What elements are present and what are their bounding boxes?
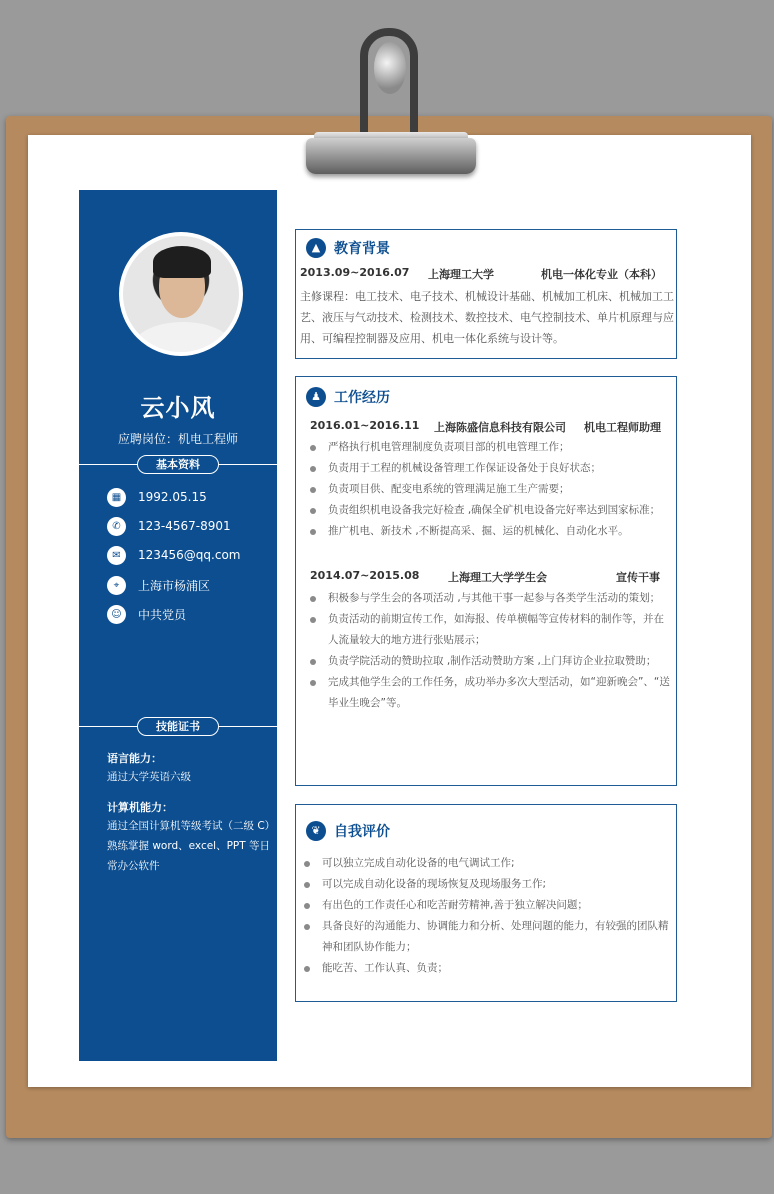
avatar-shirt xyxy=(133,322,233,356)
email-text: 123456@qq.com xyxy=(138,548,241,562)
self-evaluation-list xyxy=(300,853,674,979)
profile-sidebar xyxy=(79,190,277,1061)
list-item: 负责活动的前期宣传工作，如海报、传单横幅等宣传材料的制作等，并在人流量较大的地方进行张贴展示； xyxy=(306,609,674,651)
education-period: 2013.09~2016.07 xyxy=(300,266,410,279)
job-row xyxy=(310,569,660,585)
avatar xyxy=(119,232,243,356)
job-company: 上海陈盛信息科技有限公司 xyxy=(434,421,566,434)
education-courses: 主修课程：电工技术、电子技术、机械设计基础、机械加工机床、机械加工工艺、液压与气动技术、检测技术、数控技术、电气控制技术、单片机原理与应用、可编程控制器及应用、机电一体化系统与设计等。 xyxy=(300,290,674,345)
list-item: 能吃苦、工作认真、负责； xyxy=(300,958,674,979)
computer-label: 计算机能力： xyxy=(107,801,173,814)
work-title: 工作经历 xyxy=(334,390,390,406)
list-item: 积极参与学生会的各项活动 ,与其他干事一起参与各类学生活动的策划； xyxy=(306,588,674,609)
info-party xyxy=(107,603,186,625)
birthday-text: 1992.05.15 xyxy=(138,490,207,504)
education-section xyxy=(295,229,677,359)
binder-clip-base xyxy=(306,138,476,174)
info-phone xyxy=(107,515,231,537)
list-item: 可以独立完成自动化设备的电气调试工作; xyxy=(300,853,674,874)
list-item: 严格执行机电管理制度负责项目部的机电管理工作； xyxy=(306,437,674,458)
info-location xyxy=(107,574,210,596)
list-item: 可以完成自动化设备的现场恢复及现场服务工作; xyxy=(300,874,674,895)
job-row xyxy=(310,419,661,435)
job-period: 2016.01~2016.11 xyxy=(310,419,420,432)
candidate-name: 云小风 xyxy=(140,394,216,422)
list-item: 有出色的工作责任心和吃苦耐劳精神,善于独立解决问题； xyxy=(300,895,674,916)
computer-text: 通过全国计算机等级考试（二级 C）熟练掌握 word、excel、PPT 等日常办公软件 xyxy=(107,820,271,872)
party-text: 中共党员 xyxy=(138,607,187,622)
job-duties xyxy=(306,437,674,542)
phone-text: 123-4567-8901 xyxy=(138,519,231,533)
job-duties xyxy=(306,588,674,714)
self-evaluation-section xyxy=(295,804,677,1002)
applied-position: 应聘岗位：机电工程师 xyxy=(117,432,238,446)
basic-section-label: 基本资料 xyxy=(137,455,219,474)
education-title: 教育背景 xyxy=(334,241,390,257)
job-role: 宣传干事 xyxy=(616,571,660,584)
work-header xyxy=(306,387,390,407)
language-text: 通过大学英语六级 xyxy=(107,771,191,783)
party-icon: ☺ xyxy=(107,605,126,624)
list-item: 负责项目供、配变电系统的管理满足施工生产需要； xyxy=(306,479,674,500)
mail-icon: ✉ xyxy=(107,546,126,565)
leaf-icon: ❦ xyxy=(306,821,326,841)
work-icon: ♟ xyxy=(306,387,326,407)
location-text: 上海市杨浦区 xyxy=(138,578,211,593)
job-company: 上海理工大学学生会 xyxy=(448,571,547,584)
list-item: 负责用于工程的机械设备管理工作保证设备处于良好状态； xyxy=(306,458,674,479)
job-period: 2014.07~2015.08 xyxy=(310,569,420,582)
avatar-hair xyxy=(153,246,211,278)
list-item: 完成其他学生会的工作任务，成功举办多次大型活动，如“迎新晚会”、“送毕业生晚会”等。 xyxy=(306,672,674,714)
info-birthday xyxy=(107,486,207,508)
education-school: 上海理工大学 xyxy=(428,268,494,281)
self-evaluation-title: 自我评价 xyxy=(334,824,390,840)
phone-icon: ✆ xyxy=(107,517,126,536)
job-role: 机电工程师助理 xyxy=(584,421,661,434)
work-section xyxy=(295,376,677,786)
list-item: 负责学院活动的赞助拉取 ,制作活动赞助方案 ,上门拜访企业拉取赞助； xyxy=(306,651,674,672)
calendar-icon: ▦ xyxy=(107,488,126,507)
education-header xyxy=(306,238,390,258)
info-email xyxy=(107,544,241,566)
education-row xyxy=(300,266,662,282)
skills-section-label: 技能证书 xyxy=(137,717,219,736)
education-icon: ▲ xyxy=(306,238,326,258)
location-icon: ⌖ xyxy=(107,576,126,595)
list-item: 具备良好的沟通能力、协调能力和分析、处理问题的能力，有较强的团队精神和团队协作能力； xyxy=(300,916,674,958)
education-major: 机电一体化专业（本科） xyxy=(541,268,662,281)
language-label: 语言能力： xyxy=(107,752,162,765)
self-evaluation-header xyxy=(306,821,390,841)
list-item: 负责组织机电设备我完好检查 ,确保全矿机电设备完好率达到国家标准； xyxy=(306,500,674,521)
list-item: 推广机电、新技术 ,不断提高采、掘、运的机械化、自动化水平。 xyxy=(306,521,674,542)
binder-clip-highlight xyxy=(374,42,406,94)
